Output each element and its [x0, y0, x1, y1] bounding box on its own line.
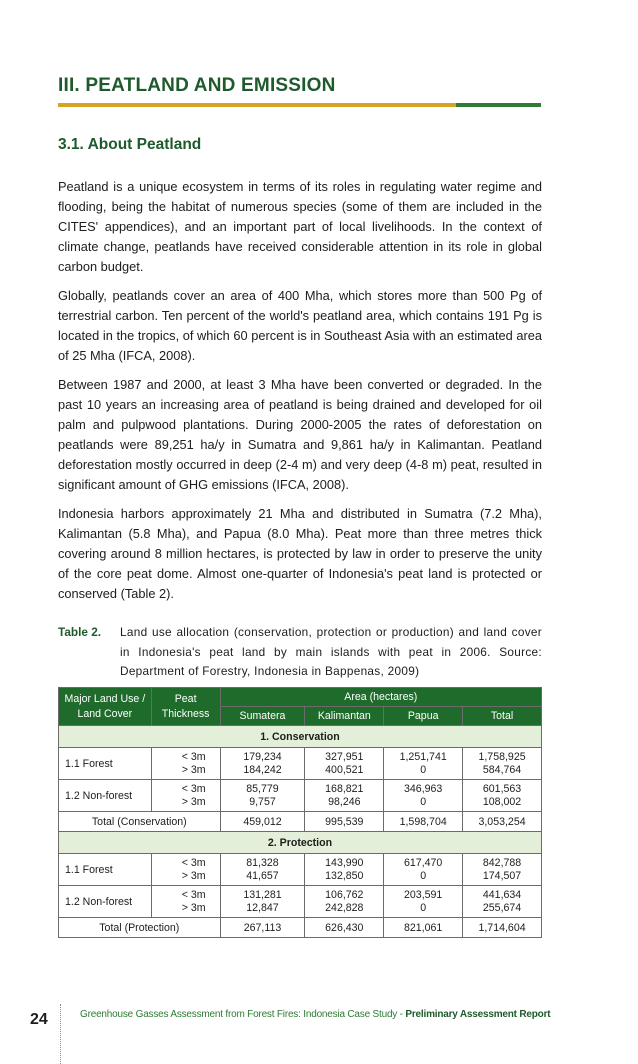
total-label: Total (Conservation)	[59, 812, 221, 832]
total-cell	[463, 780, 542, 812]
total-label: Total (Protection)	[59, 918, 221, 938]
land-use-table	[58, 687, 542, 938]
value: 400,521	[325, 763, 364, 776]
total-cell	[463, 854, 542, 886]
row-label: 1.2 Non-forest	[59, 886, 152, 918]
value: 106,762	[325, 888, 364, 901]
section-row-conservation: 1. Conservation	[59, 726, 542, 748]
value: 132,850	[325, 869, 364, 882]
header-papua: Papua	[384, 707, 463, 726]
subsection-title: 3.1. About Peatland	[58, 136, 202, 153]
value: 584,764	[482, 763, 522, 776]
total-papua: 1,598,704	[384, 812, 463, 832]
table-row	[59, 780, 542, 812]
papua-cell	[384, 748, 463, 780]
total-total: 3,053,254	[463, 812, 542, 832]
footer-divider	[60, 1004, 61, 1064]
kalimantan-cell	[305, 854, 384, 886]
total-cell	[463, 748, 542, 780]
value: 0	[420, 869, 427, 882]
title-rule	[58, 103, 542, 107]
value: 143,990	[325, 856, 364, 869]
page-number: 24	[30, 1011, 48, 1028]
sumatera-cell	[220, 780, 305, 812]
header-kalimantan: Kalimantan	[305, 707, 384, 726]
value: 617,470	[404, 856, 443, 869]
total-papua: 821,061	[384, 918, 463, 938]
footer-text	[80, 1009, 550, 1020]
thickness-lt: < 3m	[181, 888, 206, 901]
value: 0	[420, 795, 427, 808]
value: 1,758,925	[478, 750, 526, 763]
table-caption-text: Land use allocation (conservation, protection or production) and land cover in Indonesia's peat land by main islands with peat in 2006. Source: Department of Forestry, Indonesia in Bappenas, 2009)	[120, 625, 542, 678]
thickness-gt: > 3m	[181, 795, 206, 808]
total-sumatera: 267,113	[220, 918, 305, 938]
value: 0	[420, 763, 427, 776]
total-row	[59, 812, 542, 832]
table-caption	[58, 623, 542, 682]
row-label: 1.1 Forest	[59, 748, 152, 780]
kalimantan-cell	[305, 886, 384, 918]
thickness-cell	[151, 748, 220, 780]
thickness-lt: < 3m	[181, 750, 206, 763]
total-kalimantan: 626,430	[305, 918, 384, 938]
thickness-cell	[151, 854, 220, 886]
paragraph: Globally, peatlands cover an area of 400 Mha, which stores more than 500 Pg of terrestrial carbon. Ten percent of the world's peatland area, which contains 191 Pg is located in the tropics, of which 60 percent is in Southeast Asia with an estimated area of 25 Mha (IFCA, 2008).	[58, 288, 542, 363]
value: 81,328	[246, 856, 279, 869]
table-caption-label: Table 2.	[58, 625, 102, 639]
total-row	[59, 918, 542, 938]
value: 98,246	[328, 795, 361, 808]
header-peat-thickness: Peat Thickness	[151, 688, 220, 726]
footer-title-bold: Preliminary Assessment Report	[405, 1009, 551, 1020]
value: 41,657	[246, 869, 279, 882]
value: 441,634	[482, 888, 522, 901]
total-total: 1,714,604	[463, 918, 542, 938]
thickness-cell	[151, 780, 220, 812]
value: 12,847	[246, 901, 279, 914]
value: 179,234	[243, 750, 282, 763]
kalimantan-cell	[305, 748, 384, 780]
header-land-use: Major Land Use / Land Cover	[59, 688, 152, 726]
value: 108,002	[482, 795, 522, 808]
value: 9,757	[249, 795, 276, 808]
section-title: III. PEATLAND AND EMISSION	[58, 75, 336, 96]
sumatera-cell	[220, 748, 305, 780]
value: 203,591	[404, 888, 443, 901]
value: 184,242	[243, 763, 282, 776]
value: 85,779	[246, 782, 279, 795]
total-sumatera: 459,012	[220, 812, 305, 832]
papua-cell	[384, 886, 463, 918]
value: 255,674	[482, 901, 522, 914]
thickness-lt: < 3m	[181, 856, 206, 869]
table-row	[59, 886, 542, 918]
value: 1,251,741	[399, 750, 447, 763]
value: 174,507	[482, 869, 522, 882]
row-label: 1.2 Non-forest	[59, 780, 152, 812]
value: 131,281	[243, 888, 282, 901]
sumatera-cell	[220, 854, 305, 886]
value: 346,963	[404, 782, 443, 795]
footer-title: Greenhouse Gasses Assessment from Forest Fires: Indonesia Case Study -	[80, 1009, 406, 1020]
row-label: 1.1 Forest	[59, 854, 152, 886]
header-area: Area (hectares)	[220, 688, 541, 707]
total-kalimantan: 995,539	[305, 812, 384, 832]
thickness-cell	[151, 886, 220, 918]
paragraph: Peatland is a unique ecosystem in terms of its roles in regulating water regime and flooding, being the habitat of numerous species (some of them are included in the CITES' appendices), and an important part of local livelihoods. In the context of climate change, peatlands have received considerable attention in its role in global carbon budget.	[58, 179, 542, 274]
header-total: Total	[463, 707, 542, 726]
thickness-gt: > 3m	[181, 869, 206, 882]
table-row	[59, 748, 542, 780]
sumatera-cell	[220, 886, 305, 918]
title-rule-gold	[58, 103, 456, 107]
header-sumatera: Sumatera	[220, 707, 305, 726]
section-row-protection: 2. Protection	[59, 832, 542, 854]
papua-cell	[384, 780, 463, 812]
thickness-gt: > 3m	[181, 763, 206, 776]
value: 327,951	[325, 750, 364, 763]
table-row	[59, 854, 542, 886]
value: 0	[420, 901, 427, 914]
papua-cell	[384, 854, 463, 886]
body-text	[58, 177, 542, 613]
total-cell	[463, 886, 542, 918]
thickness-gt: > 3m	[181, 901, 206, 914]
value: 842,788	[482, 856, 522, 869]
value: 601,563	[482, 782, 522, 795]
paragraph: Between 1987 and 2000, at least 3 Mha have been converted or degraded. In the past 10 years an increasing area of peatland is being drained and developed for oil palm and pulpwood plantations. During 2000-2005 the rates of deforestation on peatlands were 89,251 ha/y in Sumatra and 9,861 ha/y in Kalimantan. Peatland deforestation mostly occurred in deep (2-4 m) and very deep (4-8 m) peat, resulted in significant amount of GHG emissions (IFCA, 2008).	[58, 377, 542, 492]
value: 168,821	[325, 782, 364, 795]
kalimantan-cell	[305, 780, 384, 812]
thickness-lt: < 3m	[181, 782, 206, 795]
value: 242,828	[325, 901, 364, 914]
paragraph: Indonesia harbors approximately 21 Mha and distributed in Sumatra (7.2 Mha), Kalimantan (5.8 Mha), and Papua (8.0 Mha). Peat more than three metres thick covering around 8 million hectares, is protected by law in order to preserve the unity of the core peat dome. Almost one-quarter of Indonesia's peat land is protected or conserved (Table 2).	[58, 506, 542, 601]
